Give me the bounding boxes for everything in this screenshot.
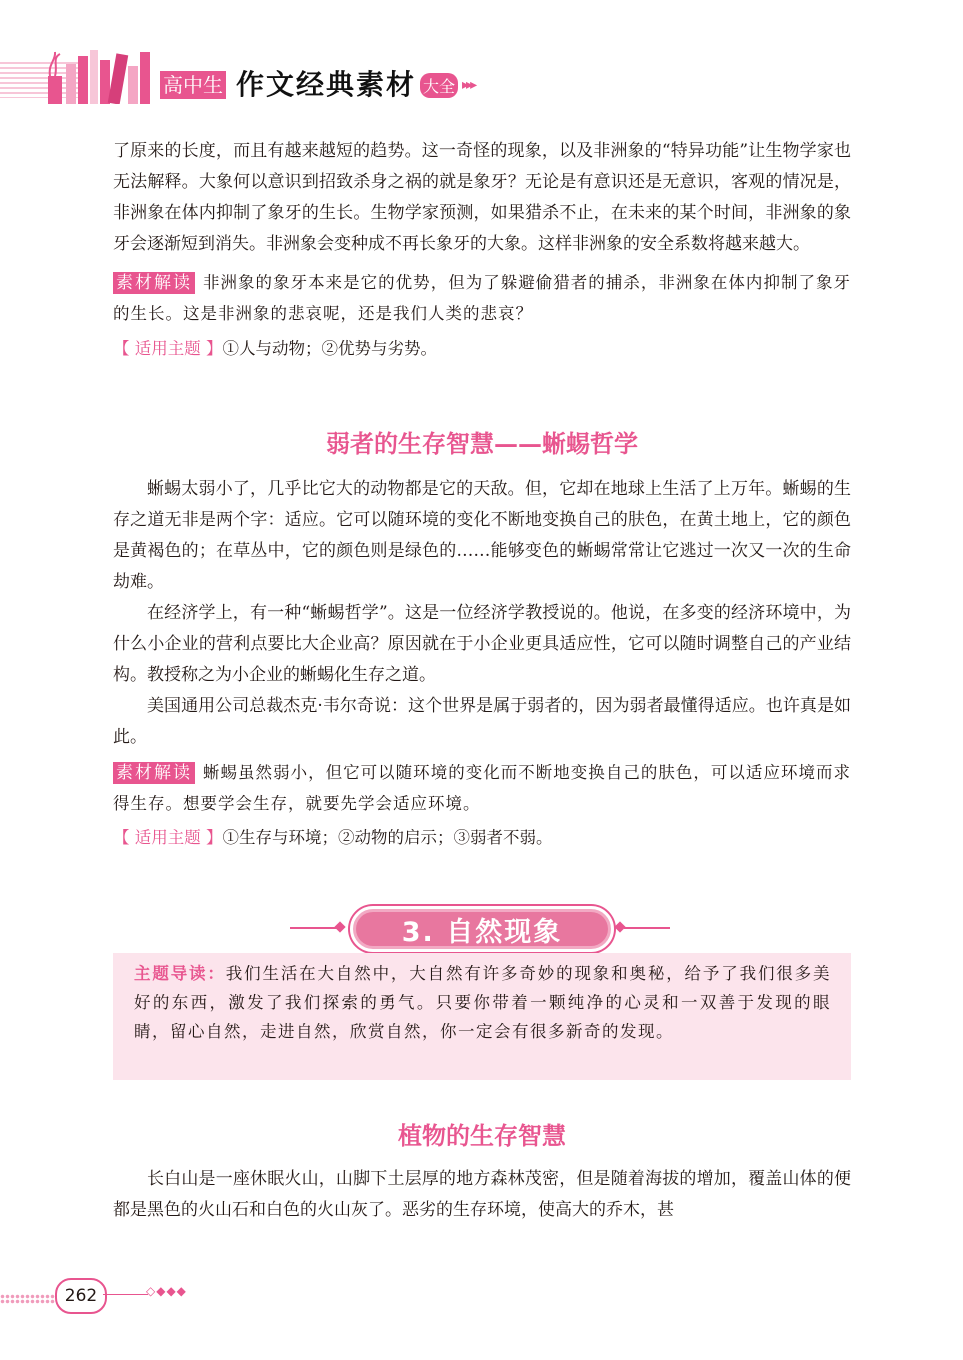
series-title xyxy=(160,70,474,100)
banner-line-right xyxy=(624,927,670,929)
series-title-part3: 大全 xyxy=(420,73,458,98)
books-logo-icon xyxy=(48,46,158,104)
series-title-part1: 高中生 xyxy=(160,71,226,99)
section-plant xyxy=(113,1116,851,1226)
paragraph: 蜥蜴太弱小了，几乎比它大的动物都是它的天敌。但，它却在地球上生活了上万年。蜥蜴的生存之道无非是两个字：适应。它可以随环境的变化不断地变换自己的肤色，在黄土地上，它的颜色是黄褐色的；在草丛中，它的颜色则是绿色的……能够变色的蜥蜴常常让它逃过一次又一次的生命劫难。 xyxy=(113,479,851,592)
banner-pill xyxy=(350,906,614,952)
paragraph: 了原来的长度，而且有越来越短的趋势。这一奇怪的现象，以及非洲象的“特异功能”让生物学家也无法解释。大象何以意识到招致杀身之祸的就是象牙？无论是有意识还是无意识，客观的情况是，非洲象在体内抑制了象牙的生长。生物学家预测，如果猎杀不止，在未来的某个时间，非洲象的象牙会逐渐短到消失。非洲象会变种成不再长象牙的大象。这样非洲象的安全系数将越来越大。 xyxy=(113,141,851,254)
material-note-text: 非洲象的象牙本来是它的优势，但为了躲避偷猎者的捕杀，非洲象在体内抑制了象牙的生长。这是非洲象的悲哀呢，还是我们人类的悲哀？ xyxy=(113,273,851,323)
diamond-icon xyxy=(334,921,345,932)
page-number: 262 xyxy=(55,1278,107,1314)
theme-guide xyxy=(113,953,851,1046)
applicable-theme-label: 【 适用主题 】 xyxy=(113,828,223,847)
applicable-theme-label: 【 适用主题 】 xyxy=(113,339,223,358)
banner-line-left xyxy=(290,927,338,929)
paragraph: 美国通用公司总裁杰克·韦尔奇说：这个世界是属于弱者的，因为弱者最懂得适应。也许真是如此。 xyxy=(113,696,851,747)
section-elephant-continuation xyxy=(113,136,851,364)
material-interpretation-badge: 素材解读 xyxy=(113,272,195,294)
section-heading: 3. 自然现象 xyxy=(401,917,563,948)
applicable-theme-text: ①人与动物；②优势与劣势。 xyxy=(222,339,437,358)
section-banner xyxy=(290,903,670,953)
article-title: 弱者的生存智慧——蜥蜴哲学 xyxy=(326,429,638,458)
material-note xyxy=(113,757,851,819)
article-title: 植物的生存智慧 xyxy=(398,1121,566,1150)
paragraph: 在经济学上，有一种“蜥蜴哲学”。这是一位经济学教授说的。他说，在多变的经济环境中，为什么小企业的营利点要比大企业高？原因就在于小企业更具适应性，它可以随时调整自己的产业结构。教授称之为小企业的蜥蜴化生存之道。 xyxy=(113,603,851,685)
theme-guide-label: 主题导读： xyxy=(134,964,226,983)
footer-dots xyxy=(0,1294,60,1304)
arrows-icon: ▸▸▸ xyxy=(462,77,475,93)
series-title-part2: 作文经典素材 xyxy=(236,68,417,101)
section-lizard xyxy=(113,424,851,853)
page-header xyxy=(0,40,963,110)
applicable-theme-text: ①生存与环境；②动物的启示；③弱者不弱。 xyxy=(222,828,553,847)
material-note-text: 蜥蜴虽然弱小，但它可以随环境的变化而不断地变换自己的肤色，可以适应环境而求得生存。想要学会生存，就要先学会适应环境。 xyxy=(113,763,851,813)
theme-guide-text: 我们生活在大自然中，大自然有许多奇妙的现象和奥秘，给予了我们很多美好的东西，激发了我们探索的勇气。只要你带着一颗纯净的心灵和一双善于发现的眼睛，留心自然，走进自然，欣赏自然，你一定会有很多新奇的发现。 xyxy=(134,964,832,1041)
theme-guide-box xyxy=(113,953,851,1080)
material-note xyxy=(113,267,851,329)
page-footer xyxy=(0,1270,963,1310)
footer-line xyxy=(103,1294,148,1295)
applicable-theme xyxy=(113,334,851,364)
material-interpretation-badge: 素材解读 xyxy=(113,762,195,784)
applicable-theme xyxy=(113,823,851,853)
paragraph: 长白山是一座休眠火山，山脚下土层厚的地方森林茂密，但是随着海拔的增加，覆盖山体的便都是黑色的火山石和白色的火山灰了。恶劣的生存环境，使高大的乔木，甚 xyxy=(113,1169,851,1220)
footer-diamonds-icon: ◇◆◆◆ xyxy=(146,1284,187,1298)
